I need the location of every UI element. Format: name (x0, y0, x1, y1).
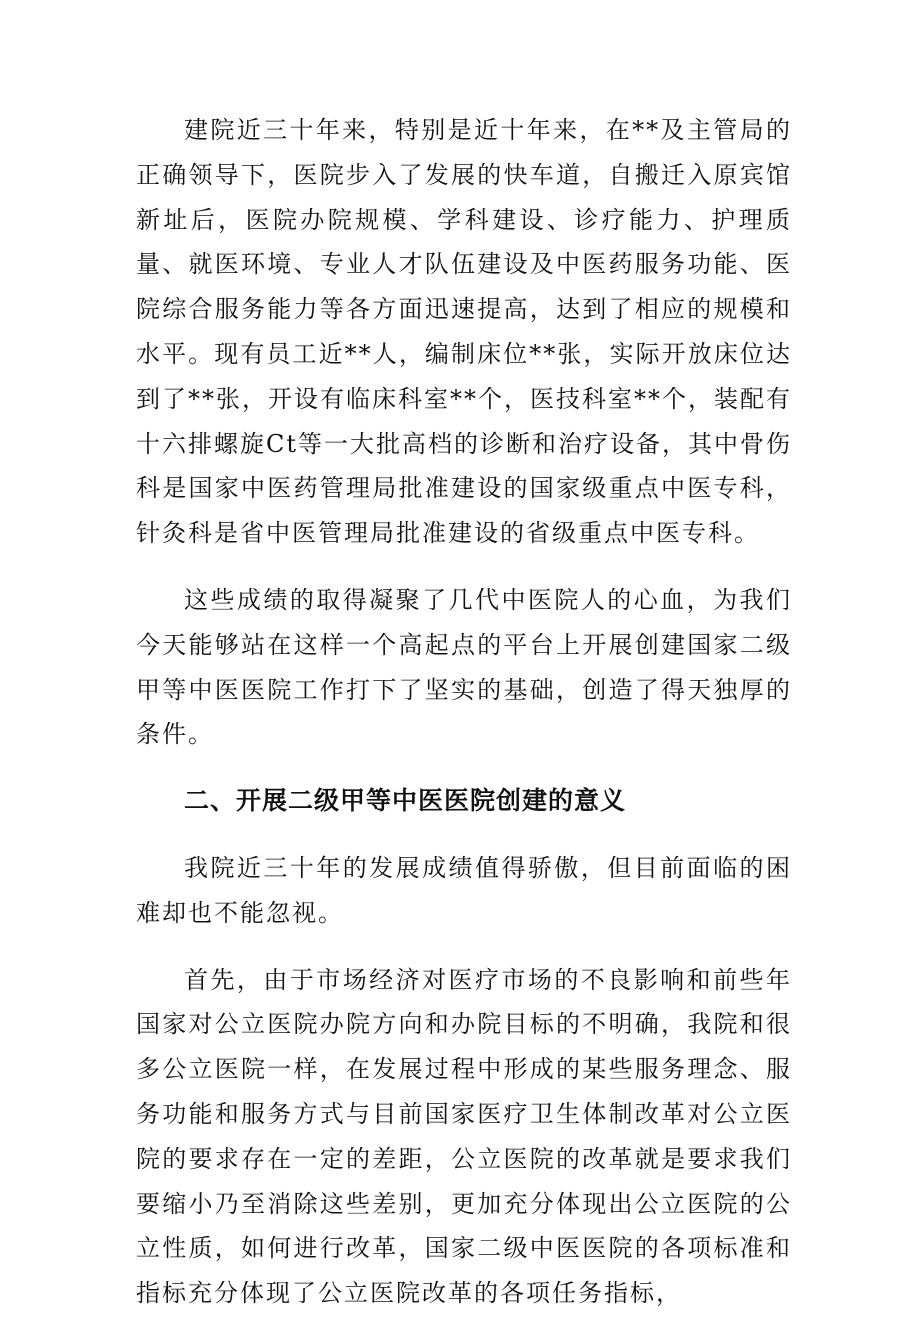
paragraph-first-point: 首先，由于市场经济对医疗市场的不良影响和前些年国家对公立医院办院方向和办院目标的不明确，我院和很多公立医院一样，在发展过程中形成的某些服务理念、服务功能和服务方式与目前国家医疗卫生体制改革对公立医院的要求存在一定的差距，公立医院的改革就是要求我们要缩小乃至消除这些差别，更加充分体现出公立医院的公立性质，如何进行改革，国家二级中医医院的各项标准和指标充分体现了公立医院改革的各项任务指标， (136, 965, 792, 1308)
document-page (136, 108, 792, 1338)
paragraph-difficulties: 我院近三十年的发展成绩值得骄傲，但目前面临的困难却也不能忽视。 (136, 853, 792, 927)
paragraph-hospital-development: 建院近三十年来，特别是近十年来，在**及主管局的正确领导下，医院步入了发展的快车道，自搬迁入原宾馆新址后，医院办院规模、学科建设、诊疗能力、护理质量、就医环境、专业人才队伍建设及中医药服务功能、医院综合服务能力等各方面迅速提高，达到了相应的规模和水平。现有员工近**人，编制床位**张，实际开放床位达到了**张，开设有临床科室**个，医技科室**个，装配有十六排螺旋Ct等一大批高档的诊断和治疗设备，其中骨伤科是国家中医药管理局批准建设的国家级重点中医专科，针灸科是省中医管理局批准建设的省级重点中医专科。 (136, 116, 793, 548)
paragraph-achievements: 这些成绩的取得凝聚了几代中医院人的心血，为我们今天能够站在这样一个高起点的平台上开展创建国家二级甲等中医医院工作打下了坚实的基础，创造了得天独厚的条件。 (136, 585, 792, 749)
section-heading: 二、开展二级甲等中医医院创建的意义 (184, 786, 627, 816)
